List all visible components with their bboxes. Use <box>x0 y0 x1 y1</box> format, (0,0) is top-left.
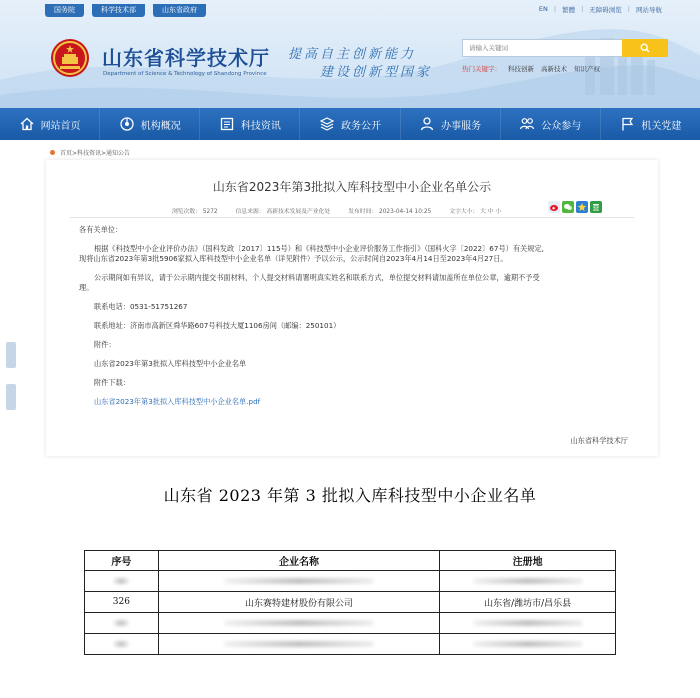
site-header <box>0 0 700 140</box>
table-row <box>85 571 616 592</box>
paragraph-line: 公示期间如有异议，请于公示期内提交书面材料，个人提交材料请署明真实姓名和联系方式，单位提交材料请加盖所在单位公章，逾期不予受 <box>94 273 540 282</box>
hot-keyword-link[interactable]: 高新技术 <box>541 65 567 73</box>
separator: | <box>553 5 557 13</box>
nav-item-org[interactable] <box>100 108 200 140</box>
row-company: 山东赛特建材股份有限公司 <box>158 592 439 613</box>
breadcrumb <box>50 148 130 157</box>
font-size-control[interactable]: 文字大小： 大 中 小 <box>449 209 502 215</box>
douban-share-icon[interactable] <box>590 201 602 213</box>
nav-item-services[interactable] <box>401 108 501 140</box>
weibo-share-icon[interactable] <box>548 201 560 213</box>
company-list-table <box>84 550 616 655</box>
publish-date: 发布时间： 2023-04-14 10:25 <box>348 209 432 215</box>
nav-item-label: 公众参与 <box>541 120 582 132</box>
download-link[interactable]: 山东省2023年第3批拟入库科技型中小企业名单.pdf <box>94 397 261 406</box>
list-document-title: 山东省 2023 年第 3 批拟入库科技型中小企业名单 <box>163 486 537 505</box>
redacted-cell <box>440 571 616 592</box>
slogan-line-2: 建设创新型国家 <box>320 65 433 80</box>
nav-item-gov-affairs[interactable] <box>300 108 400 140</box>
news-icon <box>219 116 235 132</box>
row-region: 山东省/潍坊市/昌乐县 <box>440 592 616 613</box>
qzone-share-icon[interactable] <box>576 201 588 213</box>
nav-item-participation[interactable] <box>501 108 601 140</box>
nav-item-party[interactable] <box>601 108 700 140</box>
site-subtitle: Department of Science & Technology of Shandong Province <box>103 71 267 77</box>
home-icon <box>19 116 35 132</box>
nav-item-label: 网站首页 <box>40 120 81 132</box>
article-body <box>79 225 627 407</box>
accessibility-link[interactable]: 无障碍浏览 <box>589 6 622 14</box>
slogan-line-1: 提高自主创新能力 <box>288 47 417 62</box>
site-title[interactable]: 山东省科学技术厅 <box>102 46 270 70</box>
nav-item-label: 科技资讯 <box>240 120 281 132</box>
share-buttons <box>548 201 602 213</box>
search-button[interactable] <box>622 39 668 57</box>
redacted-cell <box>440 613 616 634</box>
contact-phone: 联系电话：0531-51751267 <box>94 302 188 311</box>
search-input[interactable] <box>462 39 622 57</box>
table-row <box>85 634 616 655</box>
nav-item-home[interactable] <box>0 108 100 140</box>
national-emblem-icon <box>50 38 90 78</box>
nav-item-news[interactable] <box>200 108 300 140</box>
redacted-cell <box>440 634 616 655</box>
english-link[interactable]: EN <box>538 5 548 13</box>
download-label: 附件下载： <box>94 378 130 387</box>
signature: 山东省科学技术厅 <box>570 436 628 445</box>
user-service-icon <box>419 116 435 132</box>
breadcrumb-text[interactable]: 首页>科技资讯>通知公告 <box>60 150 131 157</box>
table-row <box>85 592 616 613</box>
contact-address: 联系地址：济南市高新区舜华路607号科技大厦1106房间（邮编：250101） <box>94 321 341 330</box>
redacted-cell <box>158 634 439 655</box>
top-link-most[interactable]: 科学技术部 <box>92 4 145 17</box>
title-divider <box>70 217 634 218</box>
row-index: 326 <box>85 592 159 613</box>
article-title: 山东省2023年第3批拟入库科技型中小企业名单公示 <box>212 180 492 194</box>
attachment-label: 附件： <box>94 340 116 349</box>
hot-keywords <box>462 64 600 73</box>
redacted-cell <box>85 634 159 655</box>
traditional-link[interactable]: 繁體 <box>562 6 576 14</box>
location-icon <box>50 150 55 155</box>
sitemap-link[interactable]: 网站导航 <box>636 6 662 14</box>
layers-icon <box>319 116 335 132</box>
redacted-cell <box>158 571 439 592</box>
nav-item-label: 政务公开 <box>340 120 381 132</box>
paragraph-line: 理。 <box>79 283 94 292</box>
table-row <box>85 613 616 634</box>
nav-item-label: 机关党建 <box>641 120 682 132</box>
search-box <box>462 39 668 57</box>
top-link-provincial-gov[interactable]: 山东省政府 <box>153 4 206 17</box>
utility-links <box>539 5 662 14</box>
paragraph-line: 根据《科技型中小企业评价办法》（国科发政〔2017〕115号）和《科技型中小企业评价服务工作指引》（国科火字〔2022〕67号）有关规定, <box>94 244 544 253</box>
org-icon <box>119 116 135 132</box>
nav-item-label: 机构概况 <box>140 120 181 132</box>
hot-keyword-link[interactable]: 知识产权 <box>574 65 600 73</box>
nav-item-label: 办事服务 <box>441 120 482 132</box>
top-links <box>45 4 206 17</box>
search-icon <box>640 43 650 53</box>
separator: | <box>627 5 630 13</box>
column-header-company: 企业名称 <box>158 551 439 571</box>
top-link-state-council[interactable]: 国务院 <box>45 4 84 17</box>
redacted-cell <box>85 613 159 634</box>
attachment-name: 山东省2023年第3批拟入库科技型中小企业名单 <box>94 359 247 368</box>
column-header-region: 注册地 <box>440 551 616 571</box>
hot-keyword-link[interactable]: 科技创新 <box>508 65 534 73</box>
paragraph-line: 现将山东省2023年第3批5906家拟入库科技型中小企业名单（详见附件）予以公示，公示时间自2023年4月14日至2023年4月27日。 <box>79 254 508 263</box>
wechat-share-icon[interactable] <box>562 201 574 213</box>
people-icon <box>519 116 535 132</box>
redacted-cell <box>158 613 439 634</box>
hot-keywords-label: 热门关键字： <box>462 65 501 73</box>
side-float-tab[interactable] <box>6 342 16 368</box>
redacted-cell <box>85 571 159 592</box>
article-panel <box>46 160 658 456</box>
separator: | <box>581 5 584 13</box>
column-header-index: 序号 <box>85 551 159 571</box>
side-float-tab[interactable] <box>6 384 16 410</box>
table-header-row <box>85 551 616 571</box>
article-meta <box>172 206 501 215</box>
info-source: 信息来源： 高新技术发展及产业化处 <box>235 209 331 215</box>
flag-icon <box>619 116 635 132</box>
main-nav <box>0 108 700 140</box>
greeting: 各有关单位： <box>79 225 123 234</box>
view-count: 浏览次数： 5272 <box>172 209 218 215</box>
